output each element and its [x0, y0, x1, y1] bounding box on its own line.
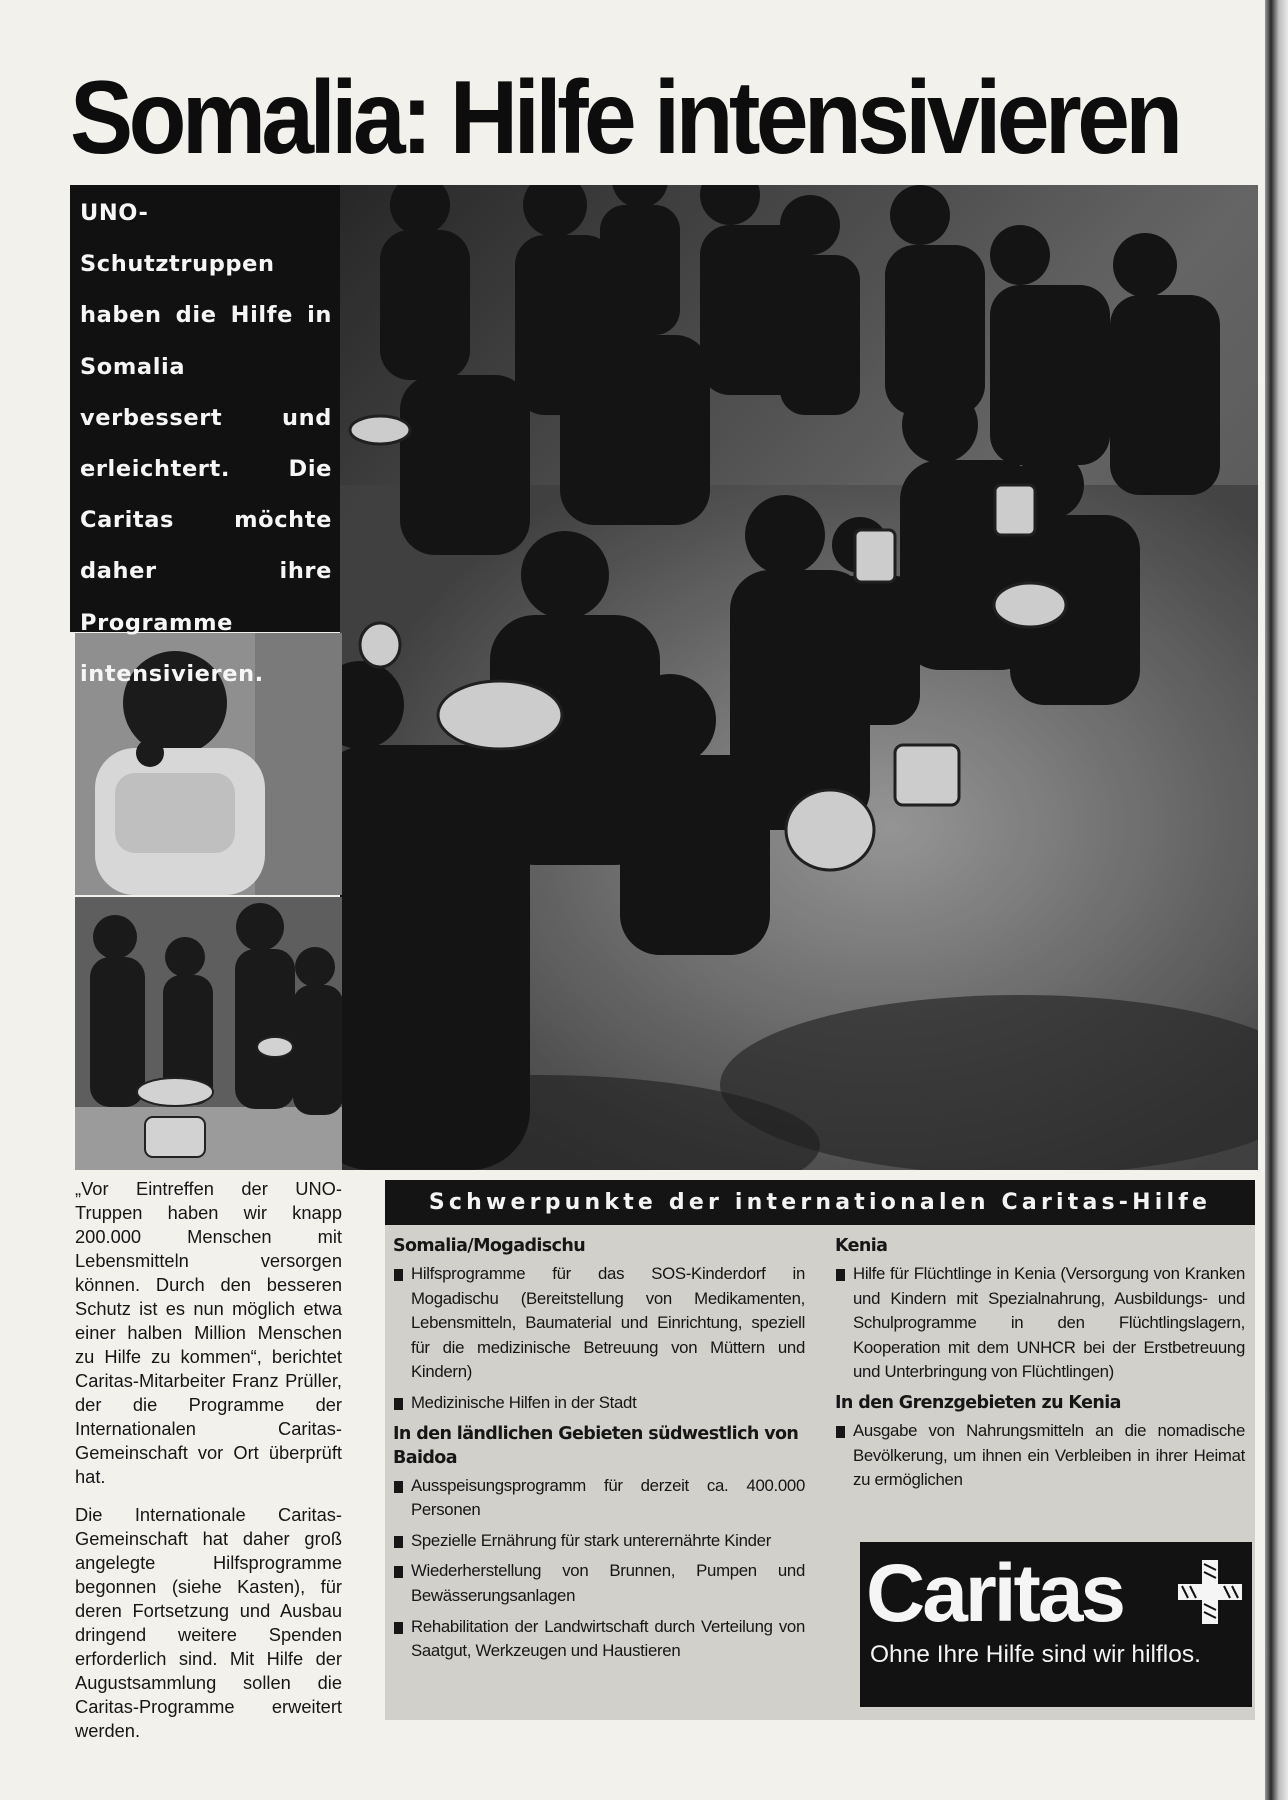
list-item: Ausspeisungsprogramm für derzeit ca. 400.000 Personen [393, 1474, 805, 1523]
list-item: Rehabilitation der Landwirtschaft durch Verteilung von Saatgut, Werkzeugen und Haustieren [393, 1615, 805, 1664]
quote-column [75, 1177, 342, 1741]
list-item: Hilfe für Flüchtlinge in Kenia (Versorgung von Kranken und Kindern mit Spezialnahrung, Ausbildungs- und Schulprogramme in den Flüchtlingslagern, Kooperation mit dem UNHCR bei der Erstbetreuung und Unterbringung von Flüchtlingen) [835, 1262, 1245, 1385]
caritas-tagline: Ohne Ihre Hilfe sind wir hilflos. [870, 1641, 1201, 1668]
border-region-heading: In den Grenzgebieten zu Kenia [835, 1392, 1121, 1413]
headline: Somalia: Hilfe intensivieren [70, 60, 1179, 176]
caritas-cross-icon [1178, 1560, 1242, 1624]
main-photo-children-with-bowls [340, 185, 1258, 1170]
inset-photo-crowd-with-cups [75, 897, 342, 1170]
aid-focus-box-title: Schwerpunkte der internationalen Caritas-Hilfe [385, 1180, 1255, 1225]
list-item: Hilfsprogramme für das SOS-Kinderdorf in Mogadischu (Bereitstellung von Medikamenten, Lebensmitteln, Baumaterial und Einrichtung, speziell für die medizinische Betreuung von Müttern und Kindern) [393, 1262, 805, 1385]
lead-text-box: UNO-Schutztruppen haben die Hilfe in Somalia verbessert und erleichtert. Die Caritas möchte daher ihre Programme intensivieren. [70, 185, 340, 632]
baidoa-list [393, 1474, 805, 1664]
list-item: Spezielle Ernährung für stark unterernährte Kinder [393, 1529, 805, 1554]
kenia-heading: Kenia [835, 1236, 888, 1256]
aid-column-right [835, 1234, 1245, 1499]
somalia-list [393, 1262, 805, 1416]
kenia-list [835, 1262, 1245, 1385]
list-item: Ausgabe von Nahrungsmitteln an die nomadische Bevölkerung, um ihnen ein Verbleiben in ihrer Heimat zu ermöglichen [835, 1419, 1245, 1493]
aid-column-left [393, 1234, 805, 1670]
border-region-list [835, 1419, 1245, 1493]
somalia-heading: Somalia/Mogadischu [393, 1236, 586, 1256]
list-item: Wiederherstellung von Brunnen, Pumpen und Bewässerungsanlagen [393, 1559, 805, 1608]
baidoa-heading: In den ländlichen Gebieten südwestlich von Baidoa [393, 1423, 799, 1468]
caritas-logo [860, 1542, 1252, 1707]
page-edge-shadow [1265, 0, 1288, 1800]
list-item: Medizinische Hilfen in der Stadt [393, 1391, 805, 1416]
quote-paragraph-1: „Vor Eintreffen der UNO-Truppen haben wir knapp 200.000 Menschen mit Lebensmitteln versorgen können. Durch den besseren Schutz ist es nun möglich etwa einer halben Million Menschen zu Hilfe zu kommen“, berichtet Caritas-Mitarbeiter Franz Prüller, der die Programme der Internationalen Caritas-Gemeinschaft vor Ort überprüft hat. [75, 1178, 342, 1487]
caritas-wordmark: Caritas [866, 1548, 1124, 1639]
quote-paragraph-2: Die Internationale Caritas-Gemeinschaft hat daher groß angelegte Hilfsprogramme begonnen (siehe Kasten), für deren Fortsetzung und Ausbau dringend weitere Spenden erforderlich sind. Mit Hilfe der Augustsammlung sollen die Caritas-Programme erweitert werden. [75, 1504, 342, 1741]
